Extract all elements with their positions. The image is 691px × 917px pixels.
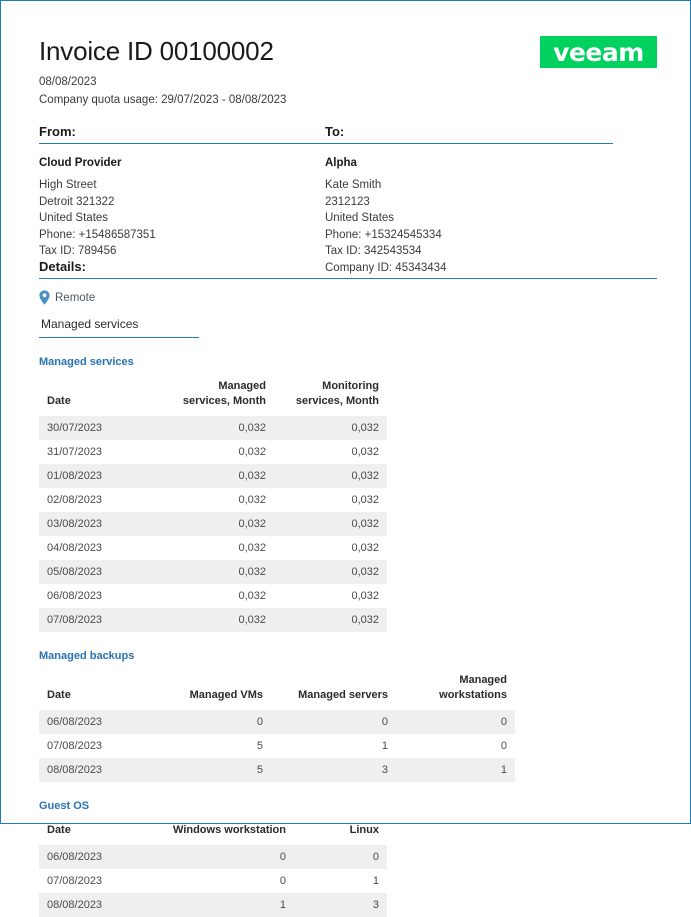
cell-managed-services: 0,032 (238, 566, 266, 578)
veeam-logo (540, 36, 657, 68)
table-row (39, 560, 387, 584)
from-line: High Street (39, 179, 97, 191)
cell-managed-workstations: 0 (500, 716, 507, 728)
section-title: Managed services (39, 356, 134, 368)
to-line: United States (325, 212, 395, 224)
table-row (39, 710, 515, 734)
cell-monitoring-services: 0,032 (351, 590, 379, 602)
to-line: Tax ID: 342543534 (325, 245, 422, 257)
table-row (39, 440, 387, 464)
table-header-row (39, 671, 515, 710)
cell-managed-services: 0,032 (238, 422, 266, 434)
cell-date: 07/08/2023 (47, 614, 103, 626)
cell-date: 01/08/2023 (47, 470, 103, 482)
cell-managed-vms: 5 (256, 740, 263, 752)
from-company: Cloud Provider (39, 157, 122, 169)
column-header: Linux (349, 824, 379, 836)
cell-managed-services: 0,032 (238, 446, 266, 458)
cell-windows-workstation: 1 (279, 899, 286, 911)
managed-services-table (39, 377, 387, 632)
invoice-content (39, 28, 657, 917)
cell-windows-workstation: 0 (279, 875, 286, 887)
section-title: Guest OS (39, 800, 90, 812)
cell-date: 06/08/2023 (47, 590, 103, 602)
cell-monitoring-services: 0,032 (351, 542, 379, 554)
from-block (39, 124, 327, 260)
cell-monitoring-services: 0,032 (351, 422, 379, 434)
to-line: Company ID: 45343434 (325, 261, 447, 274)
cell-linux: 3 (372, 899, 379, 911)
cell-date: 30/07/2023 (47, 422, 103, 434)
location-label: Remote (55, 291, 96, 304)
column-header: Managed VMs (189, 689, 263, 701)
to-line: 2312123 (325, 195, 370, 208)
tab-managed-services[interactable]: Managed services (41, 317, 139, 331)
table-row (39, 758, 515, 782)
table-row (39, 584, 387, 608)
to-block (325, 124, 613, 276)
column-header: Windows workstation (173, 824, 286, 836)
cell-date: 07/08/2023 (47, 740, 103, 752)
cell-managed-workstations: 1 (500, 764, 507, 776)
section-title: Managed backups (39, 650, 135, 662)
table-row (39, 734, 515, 758)
from-line: Detroit 321322 (39, 195, 115, 208)
table-row (39, 845, 387, 869)
cell-monitoring-services: 0,032 (351, 470, 379, 482)
veeam-logo-text: veeam (553, 37, 644, 67)
cell-monitoring-services: 0,032 (351, 518, 379, 530)
from-address-lines (39, 177, 327, 260)
from-line: United States (39, 212, 109, 224)
table-row (39, 869, 387, 893)
cell-date: 07/08/2023 (47, 875, 103, 887)
table-header-row (39, 377, 387, 416)
cell-monitoring-services: 0,032 (351, 446, 379, 458)
section-managed-services (39, 356, 657, 632)
table-row (39, 488, 387, 512)
column-header: Date (47, 824, 71, 836)
column-header: Monitoring services, Month (295, 380, 379, 407)
table-row (39, 512, 387, 536)
column-header: Managed servers (298, 689, 388, 701)
details-heading: Details: (39, 259, 657, 279)
cell-managed-vms: 0 (256, 716, 263, 728)
column-header: Date (47, 689, 71, 701)
cell-date: 06/08/2023 (47, 716, 103, 728)
cell-linux: 1 (372, 875, 379, 887)
table-row (39, 464, 387, 488)
table-row (39, 416, 387, 440)
quota-usage-period: Company quota usage: 29/07/2023 - 08/08/2023 (39, 94, 287, 106)
cell-monitoring-services: 0,032 (351, 566, 379, 578)
guest-os-table (39, 821, 387, 917)
table-row (39, 608, 387, 632)
cell-date: 05/08/2023 (47, 566, 103, 578)
map-pin-icon (39, 290, 50, 305)
managed-backups-table (39, 671, 515, 782)
cell-managed-servers: 1 (381, 740, 388, 752)
cell-date: 31/07/2023 (47, 446, 103, 458)
cell-date: 08/08/2023 (47, 764, 103, 776)
table-row (39, 893, 387, 917)
cell-linux: 0 (372, 851, 379, 863)
cell-managed-vms: 5 (256, 764, 263, 776)
cell-managed-services: 0,032 (238, 590, 266, 602)
cell-managed-services: 0,032 (238, 614, 266, 626)
page-title: Invoice ID 00100002 (39, 36, 274, 66)
to-company: Alpha (325, 157, 357, 169)
column-header: Managed services, Month (182, 380, 266, 407)
cell-date: 03/08/2023 (47, 518, 103, 530)
cell-managed-services: 0,032 (238, 470, 266, 482)
invoice-date: 08/08/2023 (39, 76, 97, 88)
section-managed-backups (39, 650, 657, 782)
cell-date: 08/08/2023 (47, 899, 103, 911)
cell-date: 06/08/2023 (47, 851, 103, 863)
to-heading: To: (325, 124, 613, 144)
section-guest-os (39, 800, 657, 917)
cell-monitoring-services: 0,032 (351, 494, 379, 506)
cell-managed-workstations: 0 (500, 740, 507, 752)
invoice-header (39, 28, 657, 106)
table-row (39, 536, 387, 560)
to-address-lines (325, 177, 613, 276)
cell-managed-services: 0,032 (238, 542, 266, 554)
from-heading: From: (39, 124, 327, 144)
table-header-row (39, 821, 387, 845)
cell-managed-servers: 0 (381, 716, 388, 728)
from-line: Phone: +15486587351 (39, 228, 156, 241)
cell-managed-services: 0,032 (238, 518, 266, 530)
cell-managed-servers: 3 (381, 764, 388, 776)
cell-date: 02/08/2023 (47, 494, 103, 506)
cell-managed-services: 0,032 (238, 494, 266, 506)
details-tabbar (39, 316, 199, 338)
cell-windows-workstation: 0 (279, 851, 286, 863)
location-row (39, 290, 657, 305)
to-line: Kate Smith (325, 179, 382, 191)
column-header: Date (47, 395, 71, 407)
column-header: Managed workstations (439, 674, 507, 701)
to-line: Phone: +15324545334 (325, 228, 442, 241)
cell-monitoring-services: 0,032 (351, 614, 379, 626)
cell-date: 04/08/2023 (47, 542, 103, 554)
from-line: Tax ID: 789456 (39, 245, 117, 257)
